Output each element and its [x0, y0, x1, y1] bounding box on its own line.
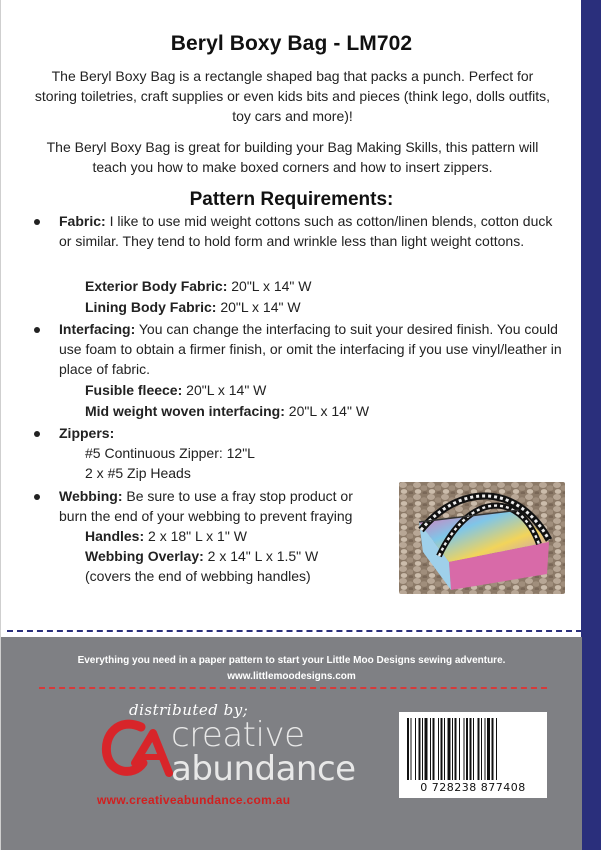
fusible-fleece [85, 380, 266, 400]
bag-on-pebbles-image [399, 482, 565, 594]
barcode-bars [399, 712, 547, 782]
red-dashed-divider [39, 687, 547, 689]
brand-url: www.creativeabundance.com.au [97, 793, 291, 807]
distributed-by-text: distributed by; [129, 701, 249, 719]
fabric-label: Fabric: [59, 213, 106, 229]
lining-body-fabric-value: 20"L x 14" W [216, 299, 301, 315]
webbing-overlay-label: Webbing Overlay: [85, 548, 204, 564]
footer-tagline: Everything you need in a paper pattern to start your Little Moo Designs sewing adventure. [77, 655, 506, 666]
requirement-interfacing [59, 319, 564, 379]
bullet [34, 327, 40, 333]
creative-abundance-logo [99, 701, 379, 821]
webbing-overlay [85, 546, 318, 566]
footer-website: www.littlemoodesigns.com [227, 671, 356, 682]
zippers-label: Zippers: [59, 425, 115, 441]
requirements-heading: Pattern Requirements: [189, 189, 394, 210]
webbing-text-1: Be sure to use a fray stop product or [122, 488, 353, 504]
exterior-body-fabric-label: Exterior Body Fabric: [85, 278, 228, 294]
product-photo [399, 482, 565, 594]
barcode-number: 0 728238 877408 [420, 781, 526, 794]
webbing-note: (covers the end of webbing handles) [85, 568, 311, 584]
requirement-webbing [59, 486, 399, 506]
content-area [1, 0, 582, 628]
intro-paragraph-2: The Beryl Boxy Bag is great for building your Bag Making Skills, this pattern will teach you how to make boxed corners and how to insert zippers. [46, 139, 539, 175]
requirement-zippers [59, 423, 114, 443]
handles [85, 526, 247, 546]
bullet [34, 219, 40, 225]
bullet [34, 431, 40, 437]
blue-edge-bar [581, 0, 601, 850]
mid-weight-woven-interfacing-value: 20"L x 14" W [284, 403, 370, 419]
barcode [399, 712, 547, 798]
mid-weight-woven-interfacing-label: Mid weight woven interfacing: [85, 403, 285, 419]
lining-body-fabric [85, 297, 301, 317]
webbing-label: Webbing: [59, 488, 123, 504]
exterior-body-fabric-value: 20"L x 14" W [227, 278, 312, 294]
blue-dashed-divider [7, 630, 582, 632]
handles-value: 2 x 18" L x 1" W [144, 528, 247, 544]
brand-line-2: abundance [171, 749, 356, 789]
bullet [34, 494, 40, 500]
fusible-fleece-value: 20"L x 14" W [182, 382, 267, 398]
ca-monogram-icon [99, 711, 177, 781]
fusible-fleece-label: Fusible fleece: [85, 382, 183, 398]
zip-heads: 2 x #5 Zip Heads [85, 465, 191, 481]
page-title: Beryl Boxy Bag - LM702 [170, 32, 413, 55]
webbing-overlay-value: 2 x 14" L x 1.5" W [203, 548, 319, 564]
brand-line-1: creative [171, 715, 305, 755]
exterior-body-fabric [85, 276, 312, 296]
interfacing-text: You can change the interfacing to suit your desired finish. You could use foam to obtain a firmer finish, or omit the interfacing if you use vinyl/leather in place of fabric. [59, 321, 562, 377]
handles-label: Handles: [85, 528, 145, 544]
webbing-text-2: burn the end of your webbing to prevent fraying [59, 508, 353, 524]
continuous-zipper: #5 Continuous Zipper: 12"L [85, 445, 255, 461]
interfacing-label: Interfacing: [59, 321, 136, 337]
mid-weight-woven-interfacing [85, 401, 369, 421]
requirement-fabric [59, 211, 564, 251]
fabric-text: I like to use mid weight cottons such as cotton/linen blends, cotton duck or similar. They tend to hold form and wrinkle less than light weight cottons. [59, 213, 553, 249]
lining-body-fabric-label: Lining Body Fabric: [85, 299, 217, 315]
intro-paragraph-1: The Beryl Boxy Bag is a rectangle shaped bag that packs a punch. Perfect for storing toiletries, craft supplies or even kids bits and pieces (think lego, dolls outfits, toy cars and more)! [34, 68, 551, 124]
